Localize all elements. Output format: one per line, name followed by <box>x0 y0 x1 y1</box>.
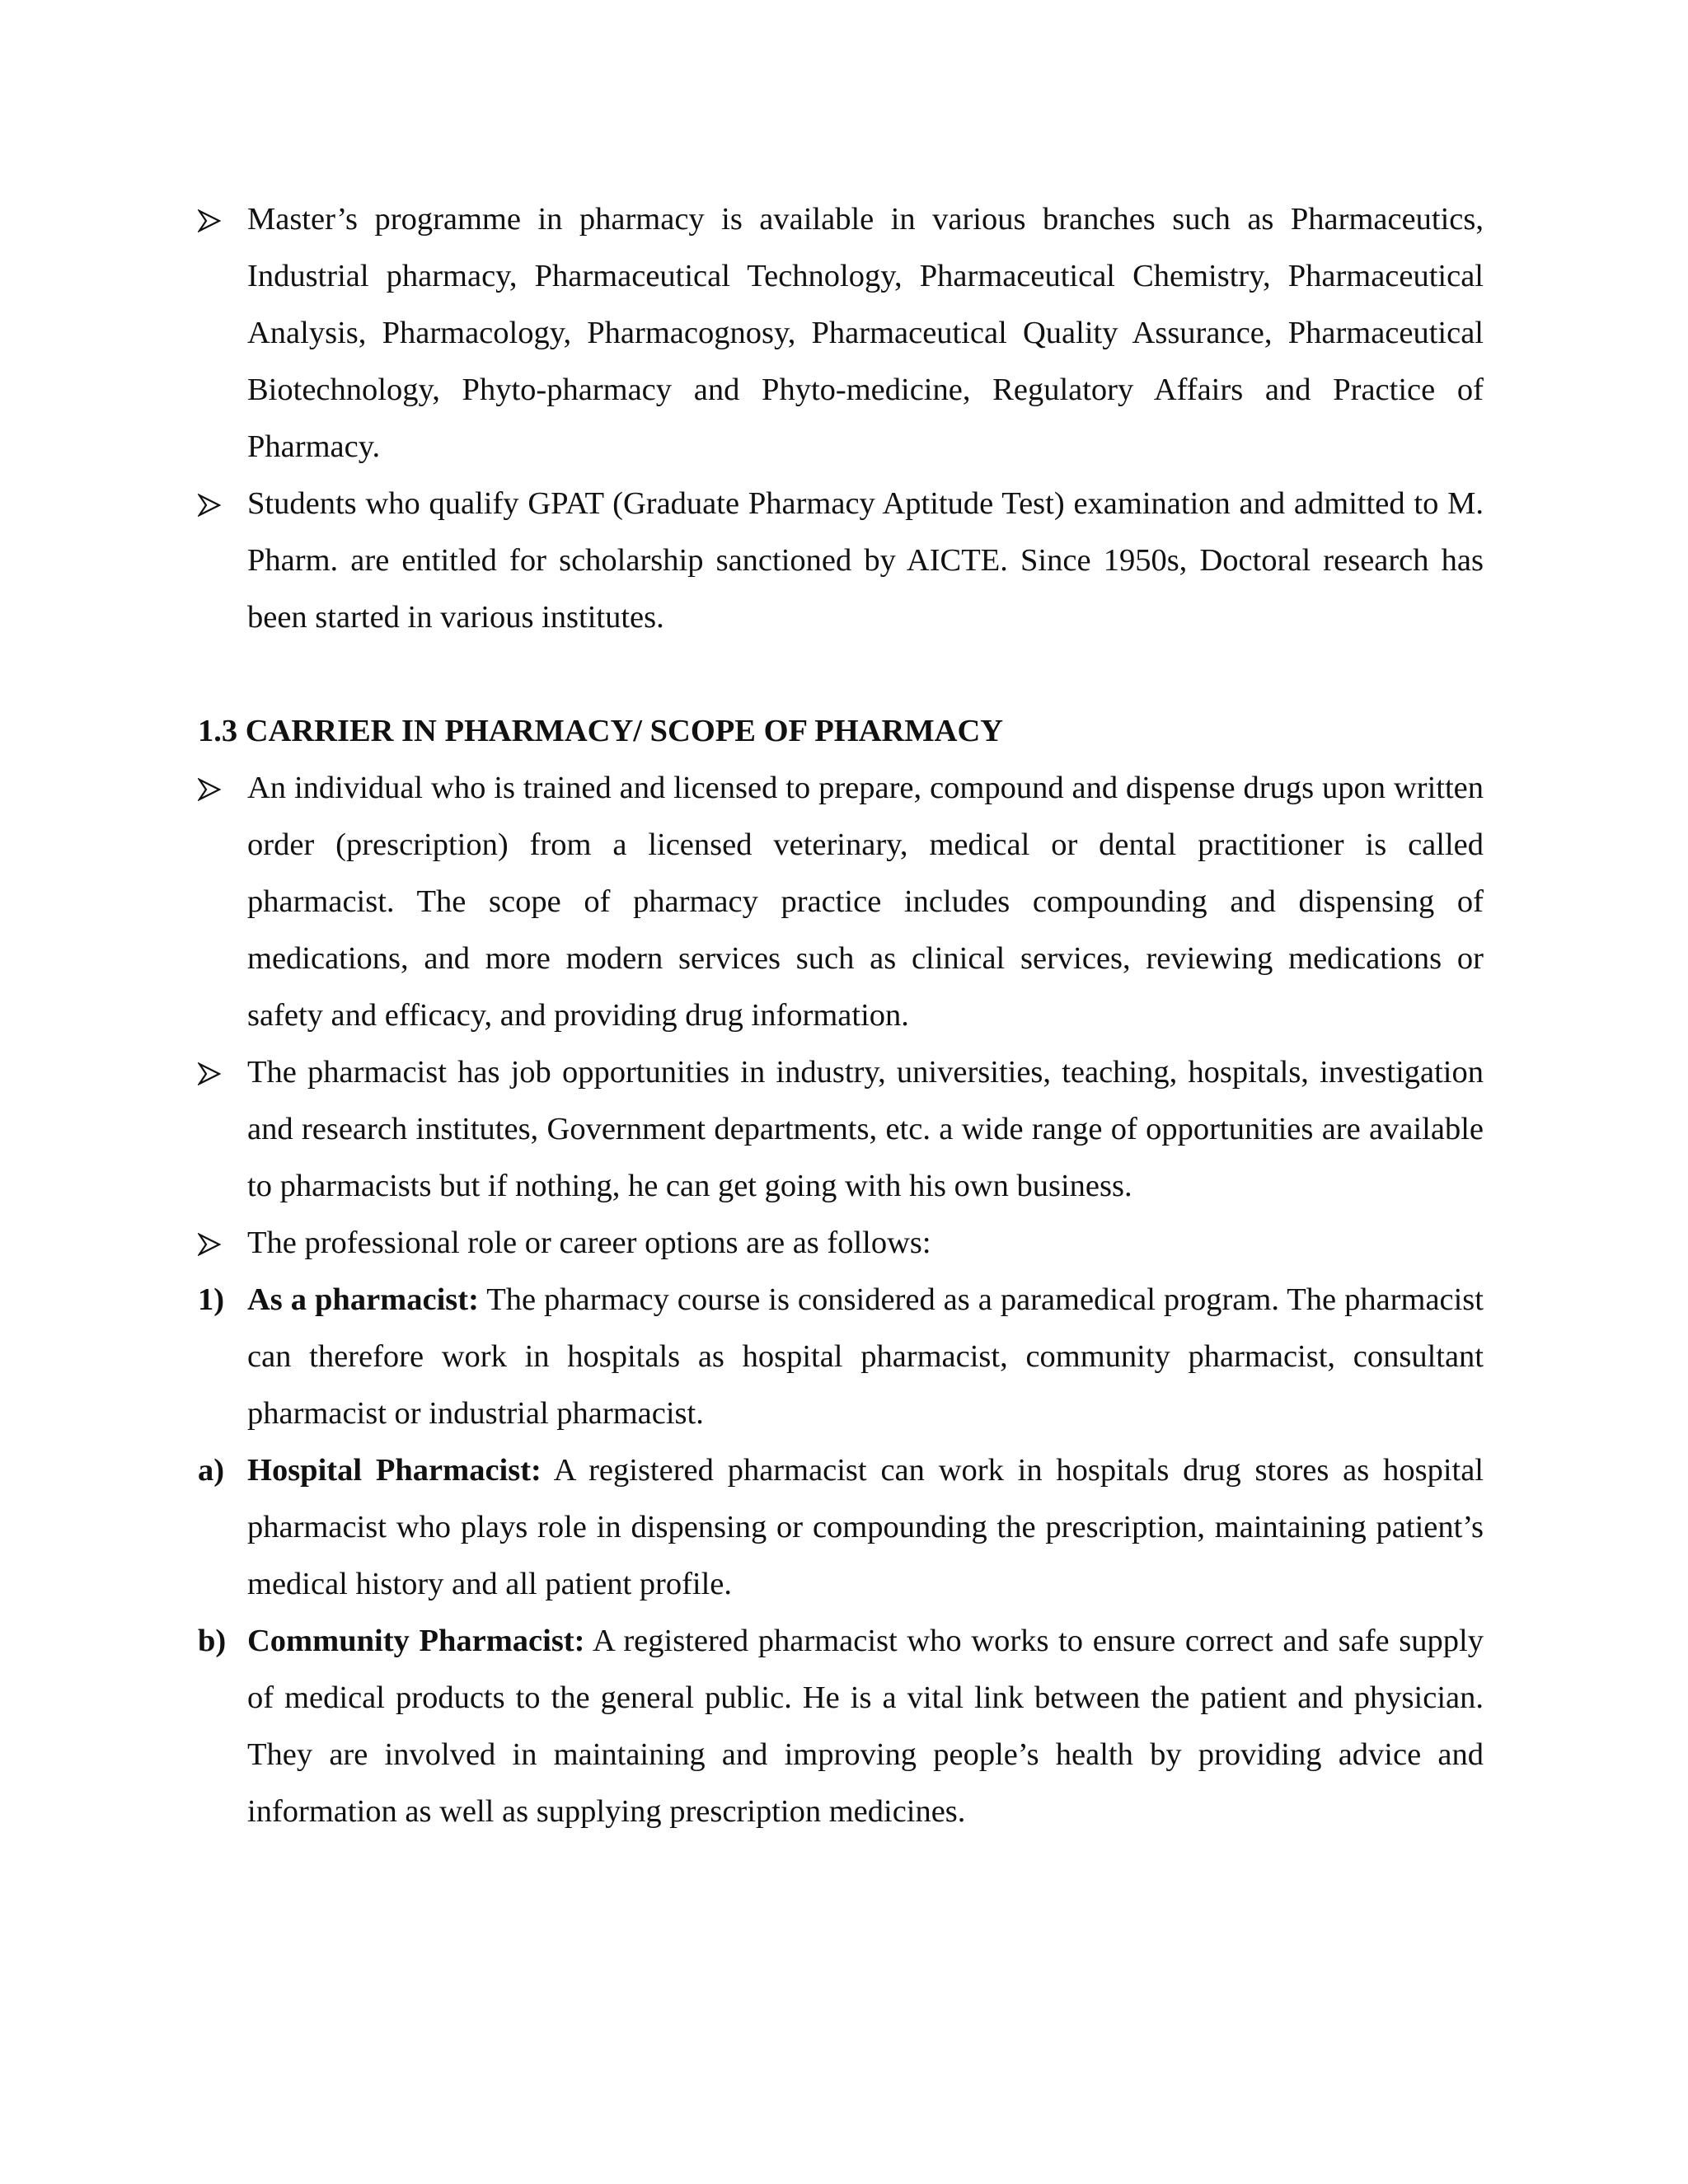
item-number: 1) <box>198 1282 225 1317</box>
item-text: The pharmacy course is considered as a paramedical program. The pharmacist can therefore work in hospitals as hospital pharmacist, community pharmacist, consultant pharmacist or industrial pharmacist. <box>247 1282 1484 1431</box>
item-letter: b) <box>198 1624 227 1658</box>
list-item <box>198 1044 1484 1215</box>
item-lead: Community Pharmacist: <box>247 1624 585 1658</box>
arrowhead-bullet-icon <box>198 778 221 801</box>
item-lead: As a pharmacist: <box>247 1282 479 1317</box>
bullet-text: Master’s programme in pharmacy is available in various branches such as Pharmaceutics, Industrial pharmacy, Pharmaceutical Technology, Pharmaceutical Chemistry, Pharmaceutical Analysis, Pharmacology, Pharmacognosy, Pharmaceutical Quality Assurance, Pharmaceutical Biotechnology, Phyto-pharmacy and Phyto-medicine, Regulatory Affairs and Practice of Pharmacy. <box>247 202 1484 464</box>
arrowhead-bullet-icon <box>198 1233 221 1256</box>
section-heading: 1.3 CARRIER IN PHARMACY/ SCOPE OF PHARMACY <box>198 714 1004 748</box>
page-content <box>198 191 1484 1840</box>
item-text: A registered pharmacist can work in hospitals drug stores as hospital pharmacist who plays role in dispensing or compounding the prescription, maintaining patient’s medical history and all patient profile. <box>247 1453 1484 1601</box>
list-item <box>198 760 1484 1044</box>
list-item <box>198 1215 1484 1272</box>
item-text: A registered pharmacist who works to ensure correct and safe supply of medical products to the general public. He is a vital link between the patient and physician. They are involved in maintaining and improving people’s health by providing advice and information as well as supplying prescription medicines. <box>247 1624 1484 1829</box>
item-lead: Hospital Pharmacist: <box>247 1453 542 1488</box>
lettered-item <box>198 1613 1484 1840</box>
arrowhead-bullet-icon <box>198 1062 221 1085</box>
bullet-text: The pharmacist has job opportunities in industry, universities, teaching, hospitals, investigation and research institutes, Government departments, etc. a wide range of opportunities are available to pharmacists but if nothing, he can get going with his own business. <box>247 1055 1484 1203</box>
list-item <box>198 191 1484 476</box>
lettered-item <box>198 1442 1484 1613</box>
arrowhead-bullet-icon <box>198 209 221 232</box>
bullet-text: Students who qualify GPAT (Graduate Pharmacy Aptitude Test) examination and admitted to M. Pharm. are entitled for scholarship sanctioned by AICTE. Since 1950s, Doctoral research has been started in various institutes. <box>247 486 1484 635</box>
bullet-text: An individual who is trained and licensed to prepare, compound and dispense drugs upon written order (prescription) from a licensed veterinary, medical or dental practitioner is called pharmacist. The scope of pharmacy practice includes compounding and dispensing of medications, and more modern services such as clinical services, reviewing medications or safety and efficacy, and providing drug information. <box>247 771 1484 1033</box>
item-letter: a) <box>198 1453 225 1488</box>
list-item <box>198 476 1484 646</box>
bullet-text: The professional role or career options are as follows: <box>247 1226 931 1260</box>
arrowhead-bullet-icon <box>198 494 221 517</box>
numbered-item <box>198 1272 1484 1442</box>
